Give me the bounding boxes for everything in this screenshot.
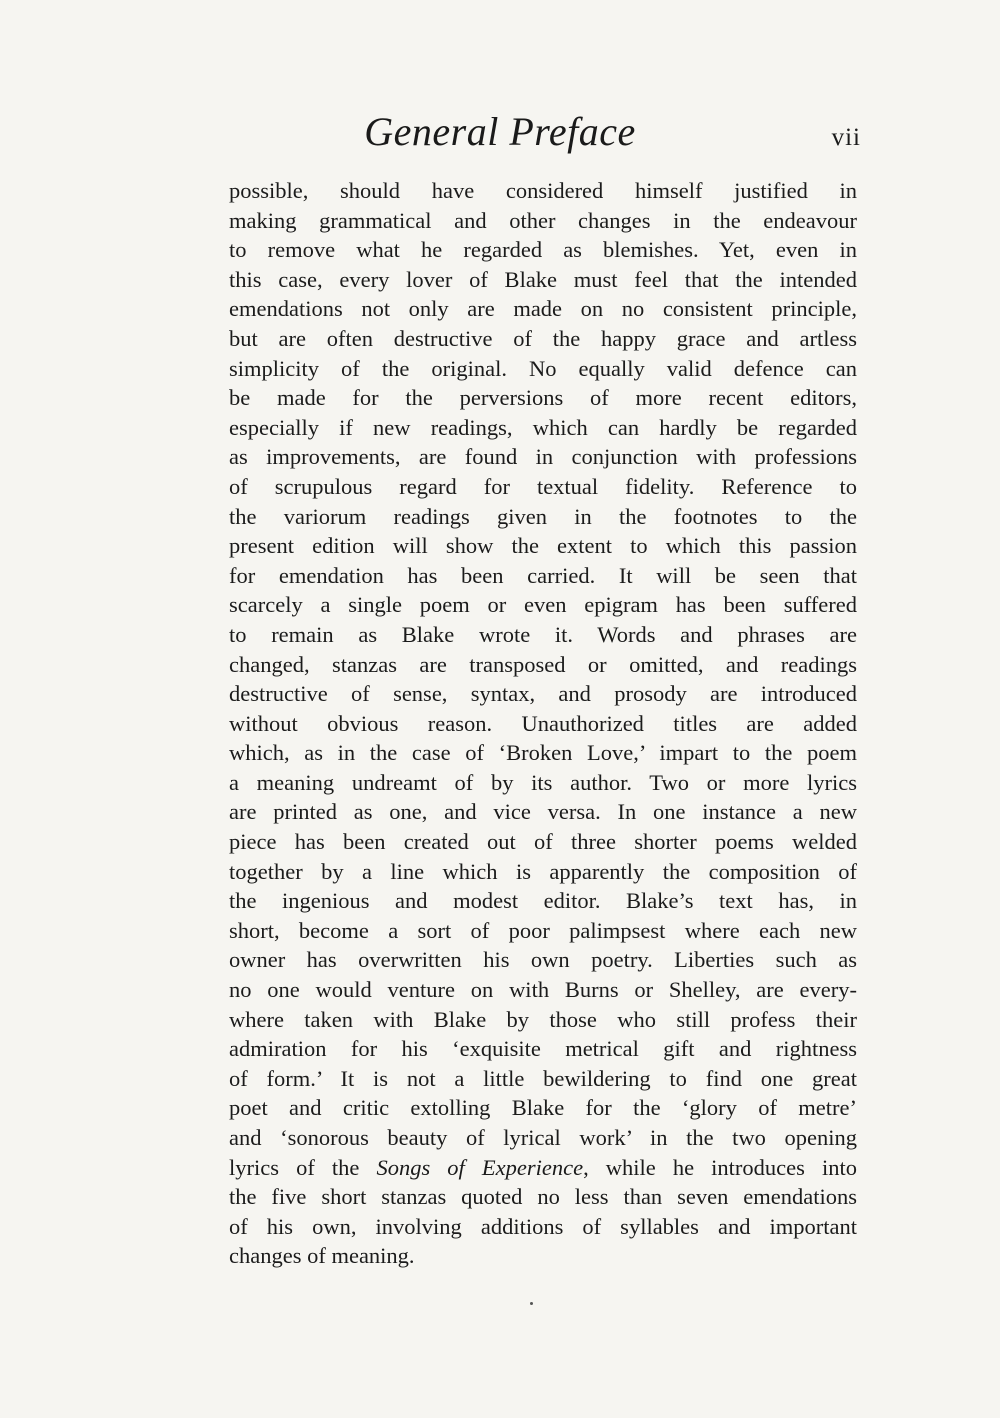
text-line: poet and critic extolling Blake for the ‘glory of metre’	[229, 1095, 857, 1121]
text-line: to remain as Blake wrote it. Words and phrases are	[229, 621, 857, 647]
text-line: short, become a sort of poor palimpsest where each new	[229, 917, 857, 943]
text-fragment: lyrics of the	[229, 1154, 377, 1180]
text-line: where taken with Blake by those who still profess their	[229, 1006, 857, 1032]
text-line: of scrupulous regard for textual fidelity. Reference to	[229, 473, 857, 499]
text-line: emendations not only are made on no consistent principle,	[229, 296, 857, 322]
text-line: and ‘sonorous beauty of lyrical work’ in the two opening	[229, 1125, 857, 1150]
text-line: making grammatical and other changes in the endeavour	[229, 207, 857, 233]
text-line: but are often destructive of the happy grace and artless	[229, 325, 857, 351]
text-line: possible, should have considered himself justified in	[229, 178, 857, 203]
text-line: admiration for his ‘exquisite metrical gift and rightness	[229, 1036, 857, 1062]
text-line: present edition will show the extent to which this passion	[229, 533, 857, 559]
text-line: no one would venture on with Burns or Shelley, are every-	[229, 977, 857, 1003]
text-line: of form.’ It is not a little bewildering to find one great	[229, 1065, 857, 1091]
text-line: for emendation has been carried. It will be seen that	[229, 562, 857, 588]
text-line: without obvious reason. Unauthorized titles are added	[229, 710, 857, 736]
text-line: as improvements, are found in conjunction with professions	[229, 444, 857, 470]
text-line: destructive of sense, syntax, and prosody are introduced	[229, 681, 857, 707]
text-line: be made for the perversions of more recent editors,	[229, 385, 857, 411]
text-line: scarcely a single poem or even epigram has been suffered	[229, 592, 857, 618]
book-title-italic: Songs of Experience	[376, 1154, 584, 1180]
text-line-with-title	[229, 1153, 857, 1183]
text-line: the variorum readings given in the footnotes to the	[229, 503, 857, 529]
text-line-final: changes of meaning.	[229, 1243, 415, 1269]
text-line: to remove what he regarded as blemishes. Yet, even in	[229, 237, 857, 263]
text-line: this case, every lover of Blake must feel that the intended	[229, 266, 857, 292]
text-line: a meaning undreamt of by its author. Two or more lyrics	[229, 769, 857, 795]
text-line: owner has overwritten his own poetry. Liberties such as	[229, 947, 857, 973]
text-line: which, as in the case of ‘Broken Love,’ impart to the poem	[229, 740, 857, 766]
text-line: changed, stanzas are transposed or omitted, and readings	[229, 651, 857, 677]
text-line: piece has been created out of three shorter poems welded	[229, 829, 857, 855]
body-paragraph	[229, 176, 857, 1271]
page-number: vii	[831, 124, 861, 151]
print-speck	[530, 1302, 533, 1305]
text-line: the ingenious and modest editor. Blake’s text has, in	[229, 888, 857, 914]
text-line: especially if new readings, which can hardly be regarded	[229, 414, 857, 440]
text-line: simplicity of the original. No equally valid defence can	[229, 355, 857, 381]
running-title: General Preface	[364, 109, 636, 154]
text-line: are printed as one, and vice versa. In one instance a new	[229, 799, 857, 825]
text-fragment: , while he introduces into	[583, 1154, 857, 1180]
text-line: together by a line which is apparently the composition of	[229, 858, 857, 884]
text-line: the five short stanzas quoted no less than seven emendations	[229, 1184, 857, 1210]
text-line: of his own, involving additions of syllables and important	[229, 1213, 857, 1239]
